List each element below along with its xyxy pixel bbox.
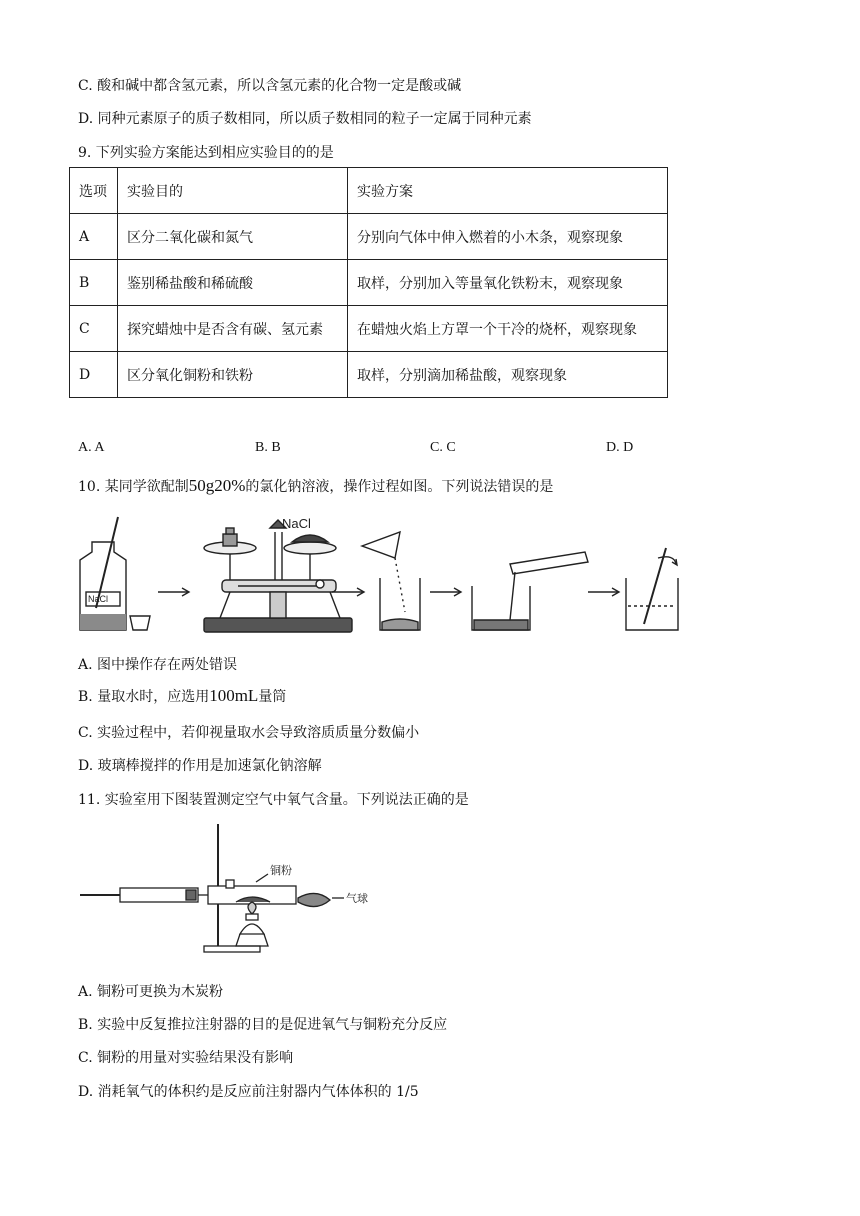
table-cell: D (70, 352, 118, 398)
q9-option-a: A. A (78, 440, 105, 455)
balloon (298, 893, 330, 906)
iron-stand-base (204, 946, 260, 952)
q10-option-b-part: B. 量取水时，应选用 (78, 689, 210, 705)
table-cell: 分别向气体中伸入燃着的小木条，观察现象 (348, 214, 668, 260)
q9-option-c: C. C (430, 440, 456, 455)
table-row (70, 260, 668, 306)
q10-option-b (78, 686, 286, 706)
beaker-pouring-salt (362, 532, 420, 630)
table-header-cell: 实验方案 (348, 168, 668, 214)
balance (204, 520, 352, 632)
table-cell: C (70, 306, 118, 352)
table-cell: 在蜡烛火焰上方罩一个干冷的烧杯，观察现象 (348, 306, 668, 352)
q8-option-d: D. 同种元素原子的质子数相同，所以质子数相同的粒子一定属于同种元素 (78, 111, 532, 127)
copper-leader (256, 874, 268, 882)
q11-stem: 11. 实验室用下图装置测定空气中氧气含量。下列说法正确的是 (78, 792, 469, 808)
q9-option-b: B. B (255, 440, 281, 455)
q9-option-d: D. D (606, 440, 634, 455)
balloon-label: 气球 (346, 893, 368, 905)
table-cell: 探究蜡烛中是否含有碳、氢元素 (118, 306, 348, 352)
q11-option-a: A. 铜粉可更换为木炭粉 (78, 984, 224, 1000)
alcohol-lamp (236, 902, 268, 946)
table-cell: B (70, 260, 118, 306)
beaker-pouring-water (472, 552, 588, 630)
table-row (70, 306, 668, 352)
bottle-label: NaCl (88, 594, 109, 604)
q10-option-a: A. 图中操作存在两处错误 (78, 657, 238, 673)
table-cell: 区分氧化铜粉和铁粉 (118, 352, 348, 398)
q10-option-b-part: 量筒 (258, 689, 287, 705)
table-cell: A (70, 214, 118, 260)
q10-option-d: D. 玻璃棒搅拌的作用是加速氯化钠溶解 (78, 758, 322, 774)
table-row (70, 214, 668, 260)
q9-table (69, 167, 668, 398)
table-header-cell: 选项 (70, 168, 118, 214)
table-cell: 区分二氧化碳和氮气 (118, 214, 348, 260)
copper-label: 铜粉 (270, 865, 292, 877)
balance-label: NaCl (282, 516, 311, 531)
q10-stem-part: 10. 某同学欲配制 (78, 479, 189, 495)
weighing-dish (130, 616, 150, 630)
table-cell: 取样，分别滴加稀盐酸，观察现象 (348, 352, 668, 398)
q9-stem: 9. 下列实验方案能达到相应实验目的的是 (78, 145, 334, 161)
q8-option-c: C. 酸和碱中都含氢元素，所以含氢元素的化合物一定是酸或碱 (78, 78, 462, 94)
q10-option-b-volume: 100mL (209, 686, 259, 705)
beaker-stirring (626, 548, 678, 630)
q10-option-c: C. 实验过程中，若仰视量取水会导致溶质质量分数偏小 (78, 725, 420, 741)
q11-option-c: C. 铜粉的用量对实验结果没有影响 (78, 1050, 294, 1066)
q10-stem-formula: 50g20% (188, 476, 246, 495)
q11-figure (80, 822, 380, 960)
table-cell: 鉴别稀盐酸和稀硫酸 (118, 260, 348, 306)
syringe (80, 888, 208, 902)
table-header-row (70, 168, 668, 214)
table-row (70, 352, 668, 398)
q10-stem-part: 的氯化钠溶液，操作过程如图。下列说法错误的是 (245, 479, 554, 495)
q11-option-d: D. 消耗氧气的体积约是反应前注射器内气体体积的 1/5 (78, 1084, 419, 1100)
table-header-cell: 实验目的 (118, 168, 348, 214)
q10-figure (70, 512, 690, 637)
q10-stem (78, 476, 553, 496)
q11-option-b: B. 实验中反复推拉注射器的目的是促进氧气与铜粉充分反应 (78, 1017, 448, 1033)
table-cell: 取样，分别加入等量氧化铁粉末，观察现象 (348, 260, 668, 306)
